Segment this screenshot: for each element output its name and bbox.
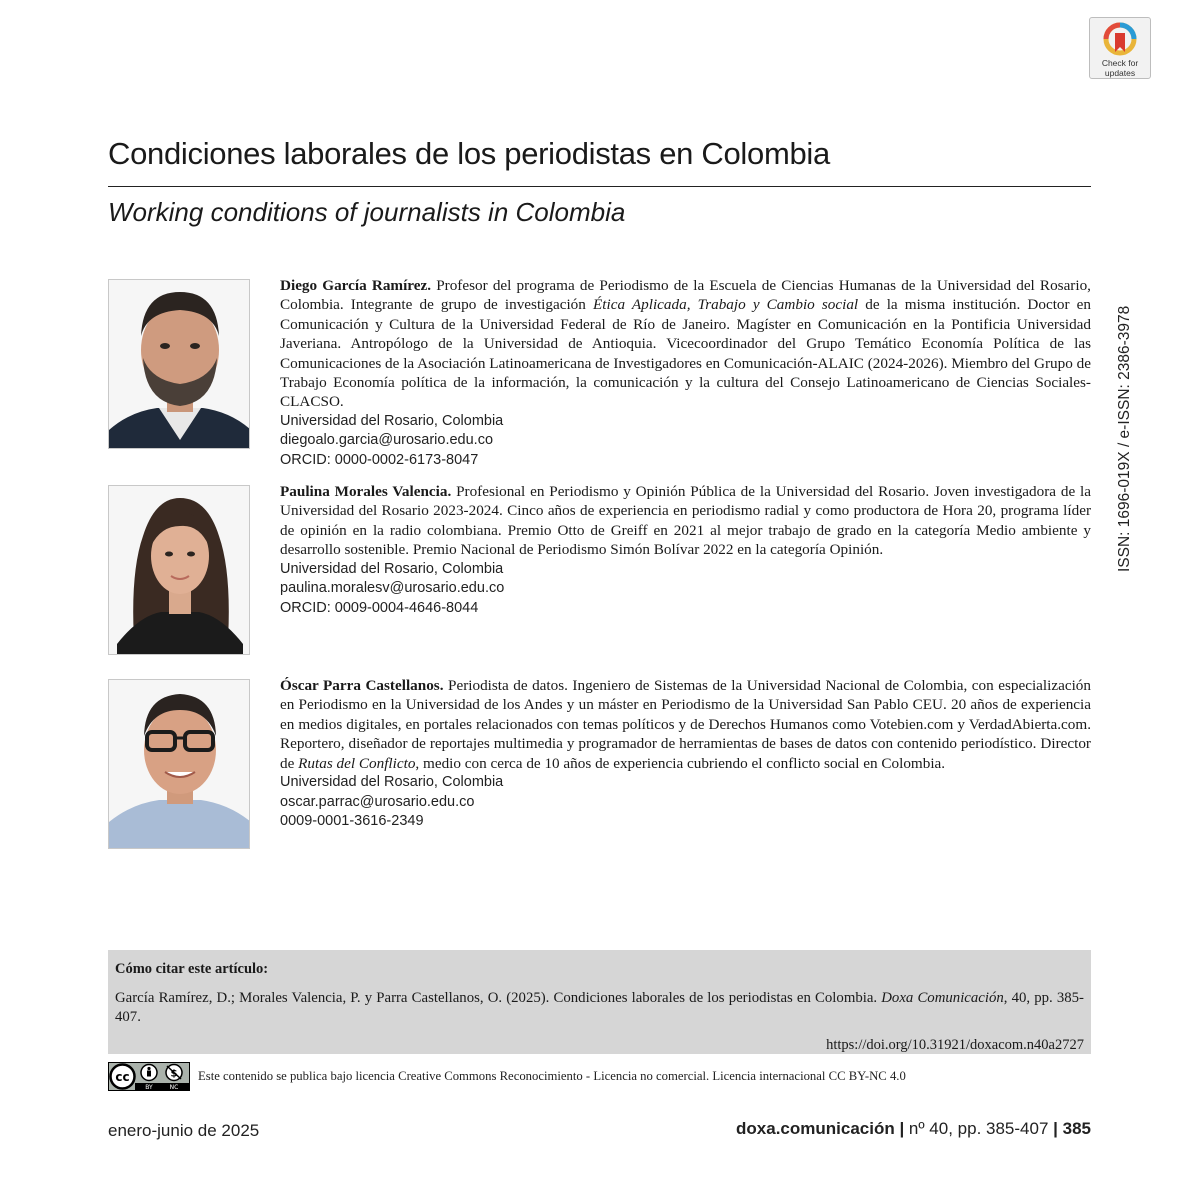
svg-text:cc: cc (115, 1070, 130, 1084)
issue-pages: nº 40, pp. 385-407 (908, 1119, 1049, 1138)
badge-label-1: Check for (1101, 58, 1139, 68)
issue-date: enero-junio de 2025 (108, 1121, 260, 1140)
license-text: Este contenido se publica bajo licencia Creative Commons Reconocimiento - Licencia no comercial. Licencia internacional CC BY-NC 4.0 (198, 1069, 906, 1083)
svg-text:NC: NC (169, 1084, 179, 1091)
author-orcid-2[interactable]: ORCID: 0009-0004-4646-8044 (280, 599, 479, 616)
author-email-1[interactable]: diegoalo.garcia@urosario.edu.co (280, 432, 494, 449)
author-affiliation-1: Universidad del Rosario, Colombia (280, 412, 504, 429)
check-for-updates-badge[interactable] (1089, 17, 1151, 79)
svg-text:$: $ (170, 1068, 178, 1080)
author-bio-1: Diego García Ramírez. Profesor del programa de Periodismo de la Escuela de Ciencias Humanas de la Universidad del Rosario, Colombia. Integrante de grupo de investigación Ética Aplicada, Trabajo y Cambio social de la misma institución. Doctor en Comunicación y Cultura de la Universidad Federal de Río de Janeiro. Magíster en Comunicación en la Pontificia Universidad Javeriana. Antropólogo de la Universidad de Antioquia. Vicecoordinador del Grupo Temático Economía Política de las Comunicaciones de la Asociación Latinoamericana de Investigadores en Comunicación-ALAIC (2024-2026). Miembro del Grupo de Trabajo Economía política de la información, la comunicación y la cultura del Consejo Latinoamericano de Ciencias Sociales- CLACSO. (280, 277, 1092, 411)
article-title: Condiciones laborales de los periodistas en Colombia (108, 136, 830, 171)
cc-license-badge[interactable] (108, 1062, 190, 1091)
title-divider (108, 186, 1091, 187)
citation-text: García Ramírez, D.; Morales Valencia, P. y Parra Castellanos, O. (2025). Condiciones laborales de los periodistas en Colombia. Doxa Comunicación, 40, pp. 385-407. (115, 990, 1084, 1025)
citation-doi-link[interactable]: https://doi.org/10.31921/doxacom.n40a2727 (826, 1037, 1084, 1053)
author-name-2: Paulina Morales Valencia. (280, 483, 452, 500)
citation-heading: Cómo citar este artículo: (115, 961, 269, 977)
issn-label: ISSN: 1696-019X / e-ISSN: 2386-3978 (1116, 305, 1133, 572)
author-photo-diego (108, 279, 250, 449)
author-affiliation-2: Universidad del Rosario, Colombia (280, 560, 504, 577)
check-updates-icon (1103, 22, 1137, 58)
author-name-1: Diego García Ramírez. (280, 277, 432, 294)
badge-label-2: updates (1104, 68, 1136, 78)
svg-text:BY: BY (145, 1084, 153, 1091)
page-number: 385 (1062, 1119, 1091, 1138)
author-bio-3: Óscar Parra Castellanos. Periodista de datos. Ingeniero de Sistemas de la Universidad Nacional de Colombia, con especialización en Periodismo en la Universidad de los Andes y un máster en Periodismo de la Universidad San Pablo CEU. 20 años de experiencia en medios digitales, en portales relacionados con temas políticos y de Derechos Humanos como Votebien.com y VerdadAbierta.com. Reportero, diseñador de reportajes multimedia y programador de herramientas de bases de datos con contenido periodístico. Director de Rutas del Conflicto, medio con cerca de 10 años de experiencia cubriendo el conflicto social en Colombia. (280, 677, 1091, 772)
author-orcid-1[interactable]: ORCID: 0000-0002-6173-8047 (280, 452, 479, 469)
author-bio-2: Paulina Morales Valencia. Profesional en Periodismo y Opinión Pública de la Universidad del Rosario. Joven investigadora de la Universidad del Rosario 2023-2024. Cinco años de experiencia en periodismo radial y como productora de Hora 20, programa líder de opinión en la radio colombiana. Premio Otto de Greiff en 2021 al mejor trabajo de grado en la categoría Medio ambiente y desarrollo sostenible. Premio Nacional de Periodismo Simón Bolívar 2022 en la categoría Opinión. (280, 483, 1091, 559)
author-photo-paulina (108, 485, 250, 655)
author-orcid-3[interactable]: 0009-0001-3616-2349 (280, 813, 424, 830)
author-affiliation-3: Universidad del Rosario, Colombia (280, 774, 504, 791)
journal-footer: doxa.comunicación | nº 40, pp. 385-407 | 385 (736, 1119, 1091, 1138)
journal-name: doxa.comunicación (736, 1119, 895, 1138)
author-email-3[interactable]: oscar.parrac@urosario.edu.co (280, 793, 475, 810)
cc-by-nc-icon (108, 1062, 190, 1091)
article-title-english: Working conditions of journalists in Colombia (108, 197, 626, 227)
author-name-3: Óscar Parra Castellanos. (280, 677, 444, 694)
author-photo-oscar (108, 679, 250, 849)
author-email-2[interactable]: paulina.moralesv@urosario.edu.co (280, 580, 505, 597)
citation-box (108, 950, 1091, 1054)
